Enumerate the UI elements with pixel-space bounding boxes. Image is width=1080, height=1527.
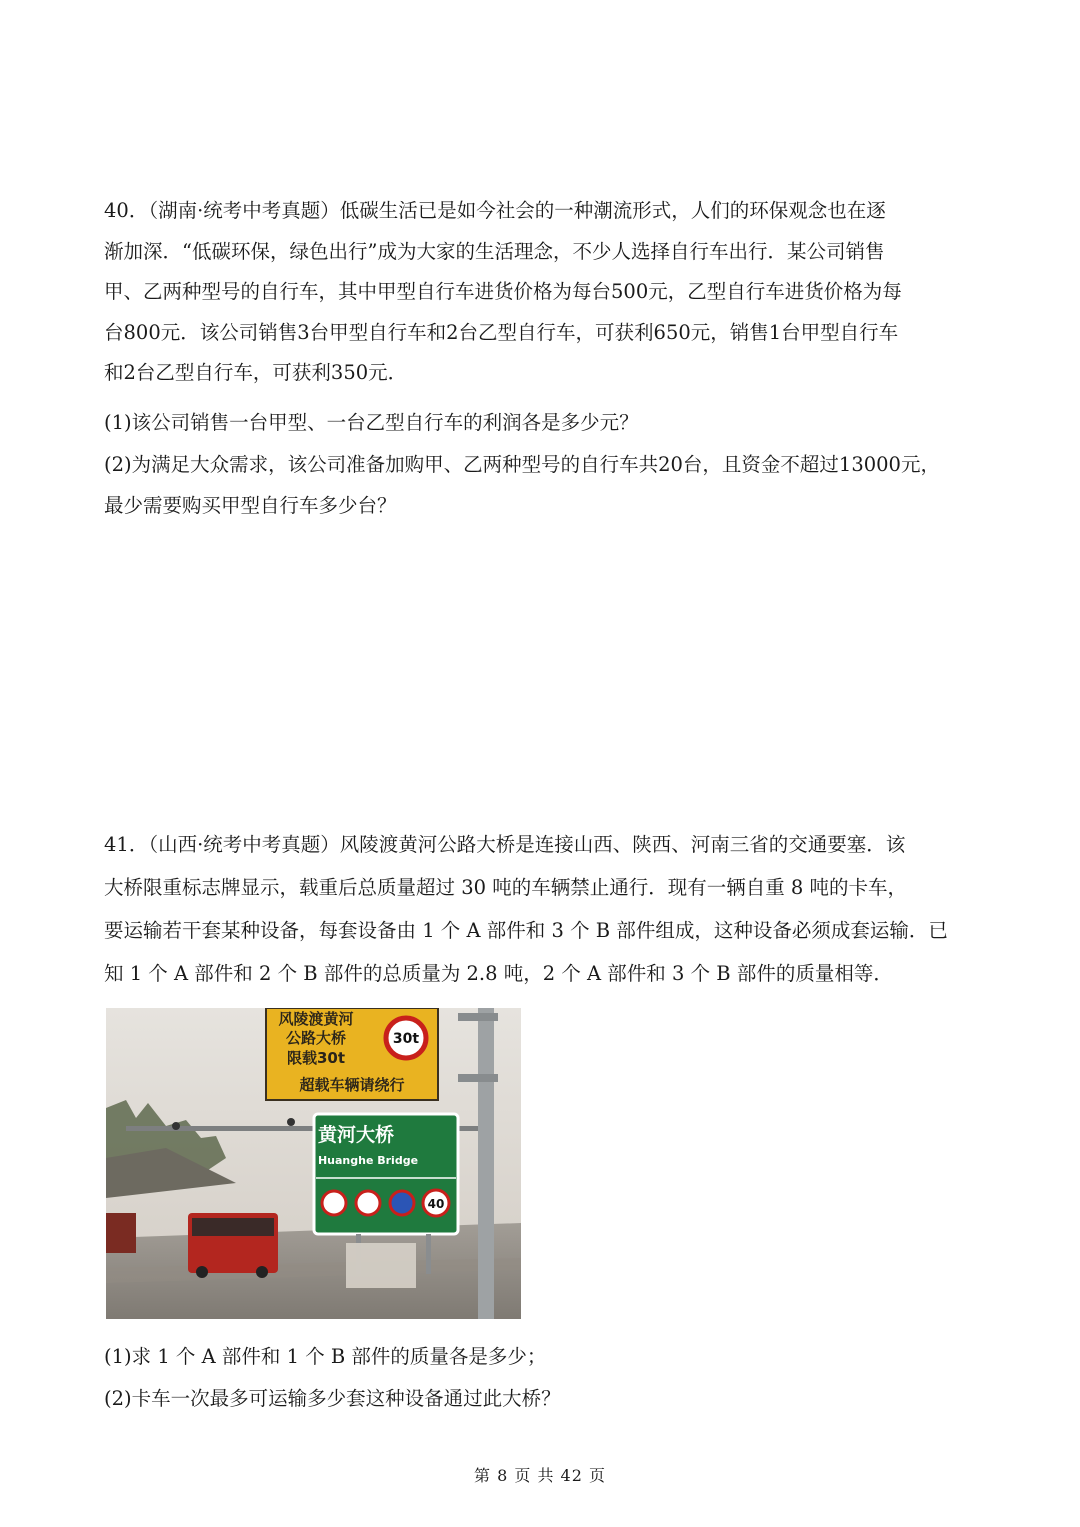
page-number-footer: 第 8 页 共 42 页 <box>474 1466 606 1485</box>
q40-line-3: 甲、乙两种型号的自行车，其中甲型自行车进货价格为每台500元，乙型自行车进货价格为每 <box>104 280 902 303</box>
weight-limit-sign <box>266 1008 438 1100</box>
bridge-sign-photo <box>106 1008 521 1319</box>
q40-part-2-line-1: (2)为满足大众需求，该公司准备加购甲、乙两种型号的自行车共20台，且资金不超过13000元， <box>104 453 940 476</box>
q41-line-1: 41．（山西·统考中考真题）风陵渡黄河公路大桥是连接山西、陕西、河南三省的交通要塞．该 <box>104 833 906 856</box>
sign1-line-3: 限载30t <box>286 1049 346 1067</box>
bus <box>188 1213 278 1278</box>
sign1-line-2: 公路大桥 <box>285 1029 347 1047</box>
question-40-part-1 <box>104 403 984 444</box>
question-40-stem <box>104 191 984 394</box>
q40-line-4: 台800元．该公司销售3台甲型自行车和2台乙型自行车，可获利650元，销售1台甲型自行车 <box>104 320 899 344</box>
sign1-line-4: 超载车辆请绕行 <box>299 1076 405 1094</box>
q41-line-2: 大桥限重标志牌显示，载重后总质量超过 30 吨的车辆禁止通行．现有一辆自重 8 吨的卡车， <box>104 876 908 899</box>
question-41-stem <box>104 823 984 995</box>
q40-line-2: 渐加深．“低碳环保，绿色出行”成为大家的生活理念，不少人选择自行车出行．某公司销售 <box>104 239 885 263</box>
question-41-part-2 <box>104 1379 984 1420</box>
question-41-part-1 <box>104 1337 984 1378</box>
q41-line-3: 要运输若干套某种设备，每套设备由 1 个 A 部件和 3 个 B 部件组成，这种设备必须成套运输．已 <box>104 919 948 942</box>
q41-part-2-text: (2)卡车一次最多可运输多少套这种设备通过此大桥？ <box>104 1387 561 1410</box>
q41-line-4: 知 1 个 A 部件和 2 个 B 部件的总质量为 2.8 吨，2 个 A 部件和 3 个 B 部件的质量相等． <box>104 962 893 985</box>
sign1-line-1: 风陵渡黄河 <box>278 1010 354 1028</box>
sign2-title: 黄河大桥 <box>317 1124 395 1146</box>
q40-line-1: 40．（湖南·统考中考真题）低碳生活已是如今社会的一种潮流形式，人们的环保观念也在逐 <box>104 199 886 222</box>
q40-line-5: 和2台乙型自行车，可获利350元． <box>104 361 408 384</box>
sign2-subtitle: Huanghe Bridge <box>317 1154 419 1167</box>
bridge-name-sign <box>314 1114 458 1234</box>
q40-part-1-text: (1)该公司销售一台甲型、一台乙型自行车的利润各是多少元？ <box>104 411 639 434</box>
q40-part-2-line-2: 最少需要购买甲型自行车多少台？ <box>104 493 397 517</box>
q41-part-1-text: (1)求 1 个 A 部件和 1 个 B 部件的质量各是多少； <box>104 1345 547 1368</box>
sign1-limit: 30t <box>392 1031 420 1047</box>
sign2-speed: 40 <box>427 1197 445 1211</box>
question-40-part-2 <box>104 445 984 526</box>
